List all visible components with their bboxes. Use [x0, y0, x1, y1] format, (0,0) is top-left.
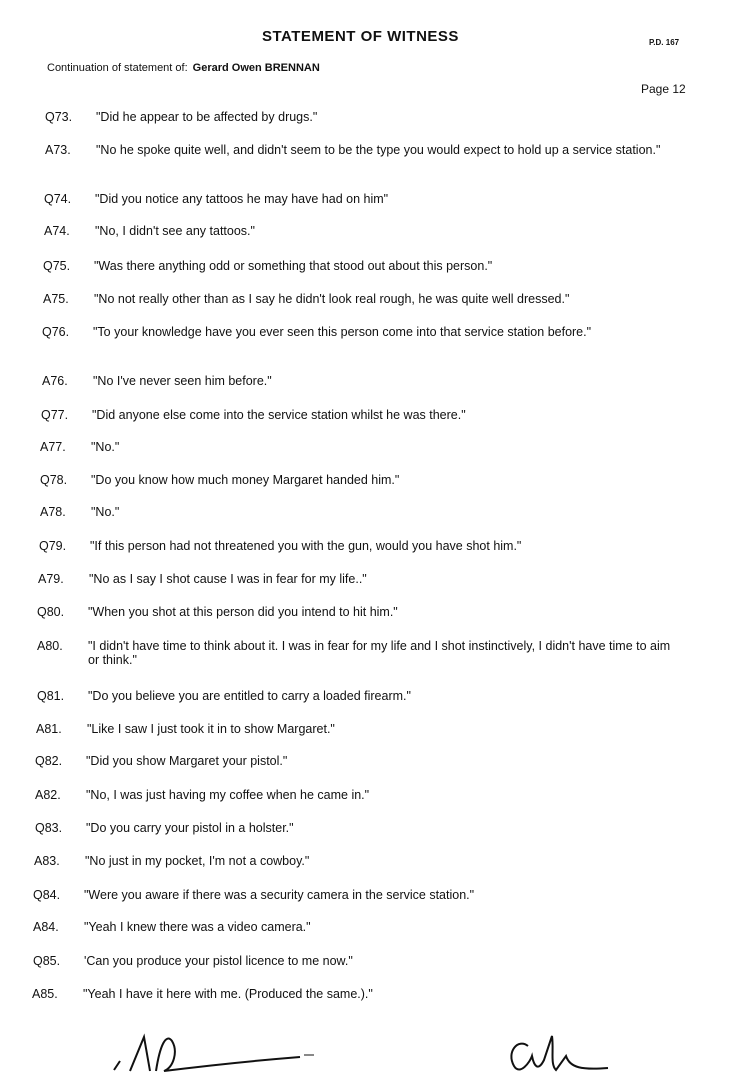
- qa-text: "Yeah I knew there was a video camera.": [84, 920, 311, 934]
- page-number: Page 12: [641, 82, 686, 96]
- continuation-label: Continuation of statement of:: [47, 62, 188, 74]
- qa-text: "To your knowledge have you ever seen this person come into that service station before.": [93, 325, 592, 339]
- qa-label: Q78.: [40, 473, 68, 487]
- qa-text: "No not really other than as I say he didn't look real rough, he was quite well dressed.": [94, 292, 570, 306]
- qa-label: A76.: [42, 374, 68, 388]
- qa-text: "Did anyone else come into the service station whilst he was there.": [92, 408, 466, 422]
- qa-label: A82.: [35, 788, 61, 802]
- qa-text: "If this person had not threatened you with the gun, would you have shot him.": [90, 539, 522, 553]
- qa-text: "No as I say I shot cause I was in fear for my life..": [89, 572, 367, 586]
- qa-label: A85.: [32, 987, 58, 1001]
- qa-label: Q73.: [45, 110, 73, 124]
- qa-label: A81.: [36, 722, 62, 736]
- qa-text: "When you shot at this person did you intend to hit him.": [88, 605, 398, 619]
- qa-label: Q74.: [44, 192, 72, 206]
- qa-label: Q80.: [37, 605, 65, 619]
- qa-text: "No I've never seen him before.": [93, 374, 272, 388]
- qa-text: "I didn't have time to think about it. I was in fear for my life and I shot instinctively, I didn't have time to aim or think.": [88, 639, 671, 667]
- qa-label: A80.: [37, 639, 63, 653]
- document-title: STATEMENT OF WITNESS: [262, 28, 459, 45]
- witness-signature: [100, 1025, 330, 1072]
- qa-text: "Was there anything odd or something that stood out about this person.": [94, 259, 493, 273]
- qa-text: "Did you show Margaret your pistol.": [86, 754, 288, 768]
- qa-label: A84.: [33, 920, 59, 934]
- qa-label: A78.: [40, 505, 66, 519]
- qa-text: "Like I saw I just took it in to show Margaret.": [87, 722, 335, 736]
- form-code: P.D. 167: [649, 38, 680, 47]
- qa-label: A77.: [40, 440, 66, 454]
- qa-text: "No.": [91, 505, 120, 519]
- qa-label: Q85.: [33, 954, 61, 968]
- qa-label: A83.: [34, 854, 60, 868]
- qa-text: 'Can you produce your pistol licence to me now.": [84, 954, 353, 968]
- qa-text: "Do you know how much money Margaret handed him.": [91, 473, 400, 487]
- qa-text: "No.": [91, 440, 120, 454]
- qa-text: "No, I didn't see any tattoos.": [95, 224, 255, 238]
- qa-label: Q81.: [37, 689, 65, 703]
- qa-label: Q84.: [33, 888, 61, 902]
- officer-signature: [500, 1030, 620, 1072]
- qa-label: A79.: [38, 572, 64, 586]
- qa-text: "Do you carry your pistol in a holster.": [86, 821, 294, 835]
- qa-label: A74.: [44, 224, 70, 238]
- qa-text: "Were you aware if there was a security camera in the service station.": [84, 888, 475, 902]
- qa-label: A75.: [43, 292, 69, 306]
- qa-label: A73.: [45, 143, 71, 157]
- qa-label: Q76.: [42, 325, 70, 339]
- qa-text: "Do you believe you are entitled to carry a loaded firearm.": [88, 689, 411, 703]
- qa-text: "Did you notice any tattoos he may have had on him": [95, 192, 389, 206]
- qa-text: "Yeah I have it here with me. (Produced the same.).": [83, 987, 373, 1001]
- qa-label: Q77.: [41, 408, 69, 422]
- qa-text: "No just in my pocket, I'm not a cowboy.": [85, 854, 310, 868]
- qa-text: "No, I was just having my coffee when he came in.": [86, 788, 370, 802]
- witness-name: Gerard Owen BRENNAN: [192, 62, 320, 74]
- qa-label: Q75.: [43, 259, 71, 273]
- qa-text: "Did he appear to be affected by drugs.": [96, 110, 318, 124]
- qa-label: Q82.: [35, 754, 63, 768]
- qa-label: Q83.: [35, 821, 63, 835]
- qa-label: Q79.: [39, 539, 67, 553]
- qa-text: "No he spoke quite well, and didn't seem to be the type you would expect to hold up a service station.": [96, 143, 661, 157]
